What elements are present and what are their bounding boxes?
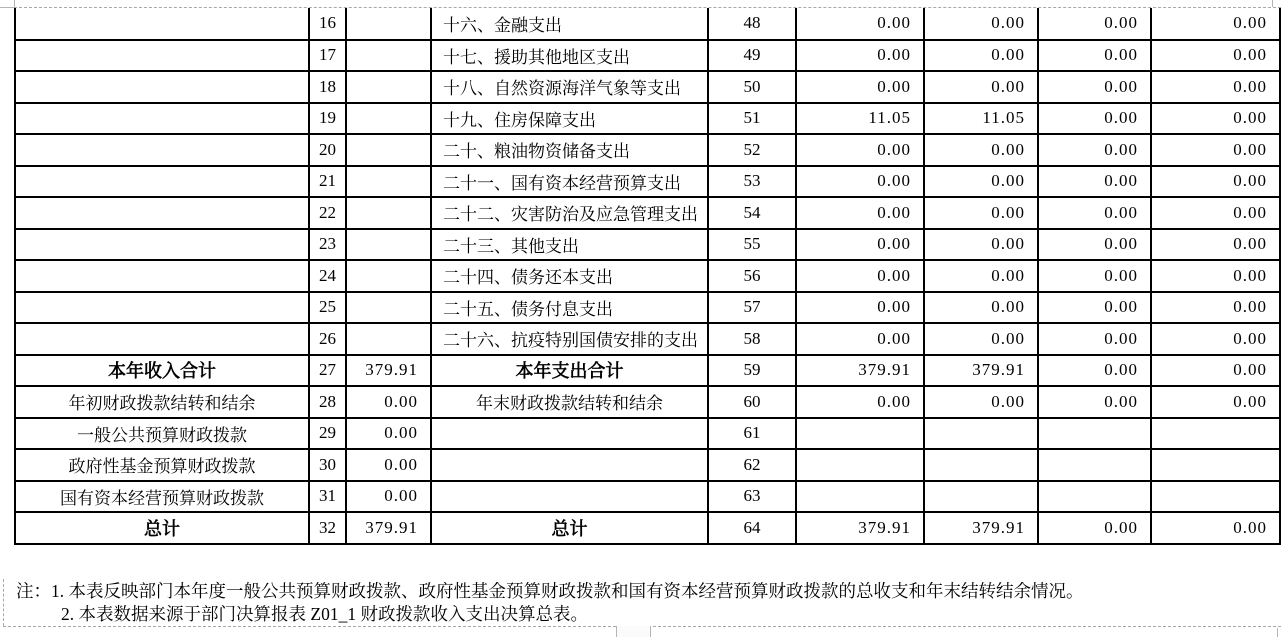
expense-value-2-cell[interactable] xyxy=(924,481,1038,513)
expense-value-1-cell[interactable] xyxy=(796,418,924,450)
income-seq-cell[interactable]: 20 xyxy=(309,134,346,166)
expense-value-3-cell[interactable] xyxy=(1038,449,1151,481)
table-row xyxy=(15,449,1280,481)
expense-value-4-cell[interactable]: 0.00 xyxy=(1151,229,1280,261)
table-row xyxy=(15,292,1280,324)
income-amount-cell[interactable]: 0.00 xyxy=(346,481,431,513)
income-amount-cell[interactable] xyxy=(346,166,431,198)
expense-label-cell[interactable]: 十六、金融支出 xyxy=(431,8,708,40)
expense-value-1-cell[interactable]: 0.00 xyxy=(796,292,924,324)
income-amount-cell[interactable] xyxy=(346,40,431,72)
expense-value-2-cell[interactable]: 0.00 xyxy=(924,386,1038,418)
expense-value-2-cell[interactable]: 0.00 xyxy=(924,260,1038,292)
income-seq-cell[interactable]: 29 xyxy=(309,418,346,450)
income-seq-cell[interactable]: 17 xyxy=(309,40,346,72)
expense-value-3-cell[interactable]: 0.00 xyxy=(1038,355,1151,387)
expense-seq-cell[interactable]: 62 xyxy=(708,449,796,481)
expense-value-1-cell[interactable]: 0.00 xyxy=(796,386,924,418)
expense-value-1-cell[interactable]: 11.05 xyxy=(796,103,924,135)
expense-seq-cell[interactable]: 57 xyxy=(708,292,796,324)
expense-seq-cell[interactable]: 54 xyxy=(708,197,796,229)
expense-value-2-cell[interactable]: 0.00 xyxy=(924,323,1038,355)
income-amount-cell[interactable] xyxy=(346,260,431,292)
expense-value-2-cell[interactable] xyxy=(924,418,1038,450)
expense-value-3-cell[interactable] xyxy=(1038,418,1151,450)
income-label-cell[interactable] xyxy=(15,292,309,324)
expense-label-cell[interactable] xyxy=(431,418,708,450)
budget-table-body xyxy=(15,8,1280,544)
expense-seq-cell[interactable]: 63 xyxy=(708,481,796,513)
expense-seq-cell[interactable]: 55 xyxy=(708,229,796,261)
expense-value-1-cell[interactable]: 0.00 xyxy=(796,40,924,72)
expense-seq-cell[interactable]: 48 xyxy=(708,8,796,40)
expense-label-cell[interactable]: 二十四、债务还本支出 xyxy=(431,260,708,292)
expense-value-4-cell[interactable]: 0.00 xyxy=(1151,323,1280,355)
income-label-cell[interactable]: 国有资本经营预算财政拨款 xyxy=(15,481,309,513)
table-row xyxy=(15,103,1280,135)
gridline-top-right-vertical xyxy=(1272,0,1273,7)
income-label-cell[interactable] xyxy=(15,229,309,261)
income-label-cell[interactable]: 本年收入合计 xyxy=(15,355,309,387)
table-row xyxy=(15,512,1280,544)
expense-value-2-cell[interactable]: 0.00 xyxy=(924,71,1038,103)
table-row xyxy=(15,166,1280,198)
income-amount-cell[interactable]: 0.00 xyxy=(346,418,431,450)
expense-value-1-cell[interactable]: 0.00 xyxy=(796,166,924,198)
income-label-cell[interactable] xyxy=(15,323,309,355)
income-amount-cell[interactable]: 0.00 xyxy=(346,449,431,481)
expense-label-cell[interactable]: 二十三、其他支出 xyxy=(431,229,708,261)
income-amount-cell[interactable]: 0.00 xyxy=(346,386,431,418)
income-label-cell[interactable] xyxy=(15,8,309,40)
expense-seq-cell[interactable]: 50 xyxy=(708,71,796,103)
expense-value-4-cell[interactable]: 0.00 xyxy=(1151,71,1280,103)
income-amount-cell[interactable] xyxy=(346,71,431,103)
expense-value-2-cell[interactable]: 0.00 xyxy=(924,134,1038,166)
income-seq-cell[interactable]: 32 xyxy=(309,512,346,544)
income-amount-cell[interactable] xyxy=(346,8,431,40)
expense-label-cell[interactable]: 十八、自然资源海洋气象等支出 xyxy=(431,71,708,103)
expense-value-4-cell[interactable]: 0.00 xyxy=(1151,166,1280,198)
note-line-2: 2. 本表数据来源于部门决算报表 Z01_1 财政拨款收入支出决算总表。 xyxy=(61,604,588,624)
expense-value-4-cell[interactable]: 0.00 xyxy=(1151,40,1280,72)
expense-value-1-cell[interactable] xyxy=(796,449,924,481)
expense-value-4-cell[interactable]: 0.00 xyxy=(1151,355,1280,387)
note-line-1: 注：1. 本表反映部门本年度一般公共预算财政拨款、政府性基金预算财政拨款和国有资本经营预算财政拨款的总收支和年末结转结余情况。 xyxy=(16,581,1084,601)
income-label-cell[interactable]: 总计 xyxy=(15,512,309,544)
expense-seq-cell[interactable]: 64 xyxy=(708,512,796,544)
table-row xyxy=(15,71,1280,103)
expense-value-3-cell[interactable]: 0.00 xyxy=(1038,8,1151,40)
expense-value-3-cell[interactable]: 0.00 xyxy=(1038,103,1151,135)
income-label-cell[interactable] xyxy=(15,40,309,72)
expense-seq-cell[interactable]: 58 xyxy=(708,323,796,355)
table-row xyxy=(15,40,1280,72)
expense-value-4-cell[interactable]: 0.00 xyxy=(1151,292,1280,324)
gridline-bottom-right-vertical xyxy=(1277,628,1278,637)
expense-value-2-cell[interactable]: 0.00 xyxy=(924,229,1038,261)
expense-value-2-cell[interactable]: 0.00 xyxy=(924,8,1038,40)
income-seq-cell[interactable]: 22 xyxy=(309,197,346,229)
expense-value-4-cell[interactable] xyxy=(1151,449,1280,481)
expense-value-2-cell[interactable]: 379.91 xyxy=(924,512,1038,544)
expense-label-cell[interactable]: 二十二、灾害防治及应急管理支出 xyxy=(431,197,708,229)
table-row xyxy=(15,323,1280,355)
income-label-cell[interactable] xyxy=(15,197,309,229)
income-amount-cell[interactable]: 379.91 xyxy=(346,512,431,544)
expense-value-4-cell[interactable] xyxy=(1151,481,1280,513)
expense-label-cell[interactable]: 二十、粮油物资储备支出 xyxy=(431,134,708,166)
expense-seq-cell[interactable]: 52 xyxy=(708,134,796,166)
table-row xyxy=(15,260,1280,292)
expense-value-1-cell[interactable]: 0.00 xyxy=(796,134,924,166)
gridline-top-left-vertical xyxy=(14,0,15,7)
expense-label-cell[interactable]: 二十六、抗疫特别国债安排的支出 xyxy=(431,323,708,355)
expense-label-cell[interactable]: 二十五、债务付息支出 xyxy=(431,292,708,324)
table-row xyxy=(15,8,1280,40)
expense-label-cell[interactable]: 十九、住房保障支出 xyxy=(431,103,708,135)
income-seq-cell[interactable]: 18 xyxy=(309,71,346,103)
expense-value-1-cell[interactable]: 0.00 xyxy=(796,197,924,229)
income-seq-cell[interactable]: 27 xyxy=(309,355,346,387)
expense-label-cell[interactable]: 二十一、国有资本经营预算支出 xyxy=(431,166,708,198)
income-label-cell[interactable]: 政府性基金预算财政拨款 xyxy=(15,449,309,481)
table-row xyxy=(15,197,1280,229)
income-amount-cell[interactable] xyxy=(346,134,431,166)
expense-value-3-cell[interactable]: 0.00 xyxy=(1038,40,1151,72)
income-seq-cell[interactable]: 28 xyxy=(309,386,346,418)
expense-value-3-cell[interactable]: 0.00 xyxy=(1038,166,1151,198)
expense-value-2-cell[interactable]: 0.00 xyxy=(924,197,1038,229)
gridline-top-left-horizontal xyxy=(0,7,14,8)
income-seq-cell[interactable]: 25 xyxy=(309,292,346,324)
expense-value-4-cell[interactable]: 0.00 xyxy=(1151,386,1280,418)
table-row xyxy=(15,418,1280,450)
expense-value-2-cell[interactable]: 0.00 xyxy=(924,40,1038,72)
expense-seq-cell[interactable]: 61 xyxy=(708,418,796,450)
income-seq-cell[interactable]: 16 xyxy=(309,8,346,40)
expense-label-cell[interactable]: 十七、援助其他地区支出 xyxy=(431,40,708,72)
expense-seq-cell[interactable]: 56 xyxy=(708,260,796,292)
table-row xyxy=(15,229,1280,261)
expense-seq-cell[interactable]: 51 xyxy=(708,103,796,135)
income-amount-cell[interactable] xyxy=(346,103,431,135)
income-amount-cell[interactable] xyxy=(346,197,431,229)
expense-label-cell[interactable]: 总计 xyxy=(431,512,708,544)
expense-value-1-cell[interactable]: 0.00 xyxy=(796,323,924,355)
income-seq-cell[interactable]: 19 xyxy=(309,103,346,135)
expense-value-4-cell[interactable]: 0.00 xyxy=(1151,197,1280,229)
expense-value-1-cell[interactable]: 379.91 xyxy=(796,355,924,387)
expense-value-3-cell[interactable]: 0.00 xyxy=(1038,512,1151,544)
expense-value-3-cell[interactable]: 0.00 xyxy=(1038,386,1151,418)
expense-value-4-cell[interactable]: 0.00 xyxy=(1151,260,1280,292)
income-label-cell[interactable] xyxy=(15,166,309,198)
income-amount-cell[interactable] xyxy=(346,292,431,324)
income-amount-cell[interactable] xyxy=(346,323,431,355)
expense-value-1-cell[interactable]: 0.00 xyxy=(796,8,924,40)
income-label-cell[interactable]: 一般公共预算财政拨款 xyxy=(15,418,309,450)
expense-seq-cell[interactable]: 49 xyxy=(708,40,796,72)
expense-value-4-cell[interactable]: 0.00 xyxy=(1151,103,1280,135)
income-label-cell[interactable]: 年初财政拨款结转和结余 xyxy=(15,386,309,418)
income-label-cell[interactable] xyxy=(15,134,309,166)
expense-value-1-cell[interactable]: 0.00 xyxy=(796,71,924,103)
income-seq-cell[interactable]: 24 xyxy=(309,260,346,292)
expense-value-1-cell[interactable]: 0.00 xyxy=(796,229,924,261)
expense-value-3-cell[interactable]: 0.00 xyxy=(1038,71,1151,103)
expense-seq-cell[interactable]: 60 xyxy=(708,386,796,418)
income-label-cell[interactable] xyxy=(15,260,309,292)
page-divider-mark xyxy=(616,626,651,637)
income-seq-cell[interactable]: 31 xyxy=(309,481,346,513)
expense-label-cell[interactable]: 年末财政拨款结转和结余 xyxy=(431,386,708,418)
expense-value-3-cell[interactable]: 0.00 xyxy=(1038,260,1151,292)
expense-value-2-cell[interactable]: 0.00 xyxy=(924,292,1038,324)
expense-value-4-cell[interactable]: 0.00 xyxy=(1151,134,1280,166)
notes-cell[interactable] xyxy=(3,579,1281,626)
expense-value-3-cell[interactable]: 0.00 xyxy=(1038,292,1151,324)
expense-value-1-cell[interactable] xyxy=(796,481,924,513)
expense-value-4-cell[interactable]: 0.00 xyxy=(1151,8,1280,40)
expense-value-3-cell[interactable]: 0.00 xyxy=(1038,323,1151,355)
expense-value-2-cell[interactable]: 379.91 xyxy=(924,355,1038,387)
income-amount-cell[interactable]: 379.91 xyxy=(346,355,431,387)
table-row xyxy=(15,481,1280,513)
income-seq-cell[interactable]: 30 xyxy=(309,449,346,481)
expense-value-3-cell[interactable]: 0.00 xyxy=(1038,229,1151,261)
expense-value-2-cell[interactable]: 11.05 xyxy=(924,103,1038,135)
table-row xyxy=(15,134,1280,166)
table-row xyxy=(15,355,1280,387)
table-row xyxy=(15,386,1280,418)
expense-label-cell[interactable] xyxy=(431,449,708,481)
expense-value-1-cell[interactable]: 379.91 xyxy=(796,512,924,544)
budget-table xyxy=(14,8,1281,545)
expense-value-3-cell[interactable]: 0.00 xyxy=(1038,197,1151,229)
expense-label-cell[interactable] xyxy=(431,481,708,513)
expense-value-2-cell[interactable] xyxy=(924,449,1038,481)
expense-label-cell[interactable]: 本年支出合计 xyxy=(431,355,708,387)
expense-value-2-cell[interactable]: 0.00 xyxy=(924,166,1038,198)
income-seq-cell[interactable]: 21 xyxy=(309,166,346,198)
expense-value-3-cell[interactable] xyxy=(1038,481,1151,513)
expense-value-3-cell[interactable]: 0.00 xyxy=(1038,134,1151,166)
income-label-cell[interactable] xyxy=(15,71,309,103)
income-label-cell[interactable] xyxy=(15,103,309,135)
income-seq-cell[interactable]: 23 xyxy=(309,229,346,261)
expense-value-4-cell[interactable]: 0.00 xyxy=(1151,512,1280,544)
expense-seq-cell[interactable]: 53 xyxy=(708,166,796,198)
expense-value-4-cell[interactable] xyxy=(1151,418,1280,450)
expense-value-1-cell[interactable]: 0.00 xyxy=(796,260,924,292)
income-amount-cell[interactable] xyxy=(346,229,431,261)
expense-seq-cell[interactable]: 59 xyxy=(708,355,796,387)
income-seq-cell[interactable]: 26 xyxy=(309,323,346,355)
